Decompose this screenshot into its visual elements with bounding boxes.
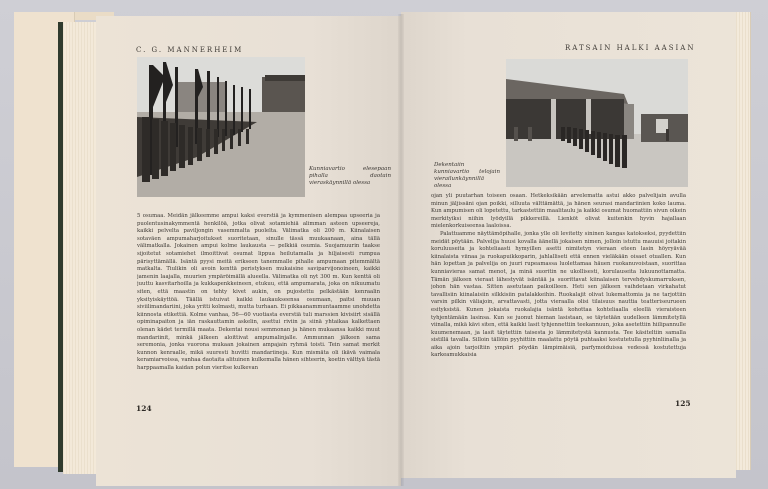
- page-number-right: 125: [675, 399, 691, 408]
- right-paragraph-1: ojan yli puutarhan toiseen osaan. Hetkeksikään arvelematta astui akko palvelijain avulla minun jäljissäni ojan poikki, silluuta välttämättä, ja hänen seurasi mandariinien koko lauma. Kun ampumisen oli lopetettu, tarkastettiin maalitaulu ja kaikki osumat huomattiin sivun oikein merkityiksi niihin lyödyillä pikkereillä. Lienköt olivat kuitenkin hyvin hajallaan mielenkorkuiseensa laaloissa.: [431, 193, 686, 230]
- page-number-left: 124: [136, 404, 152, 413]
- right-photo: [506, 59, 688, 187]
- right-body-text: [431, 193, 686, 409]
- left-paragraph-1: 5 osumaa. Meidän jälkeemme ampui kaksi everstiä ja kymmenisen alempaa upseeria ja puolentusinakymmentä henkilöä, jotka olivat sotamiehiä alimman asteen upseereja, kaikki pelvelta paviljongin vasemmalta puolelta. Välimatka oli 200 m. Kiinalaisen sotaväen ampumaharjoitukset suoritetaan, sinulle tässä muukaanaan, aina tällä välimatkalla. Jokainen ampui kolme laukausta — pelkkiä osumia. Suojamuurin taakse sijoitetut sotamiehet ilmoittivat osumat lippua heilutamalla ja hiljaisesti rumpua pärisyttämällä. Isäntä pyysi meitä erikseen tanemmalle pihalle ampumaan pitemmältä matkalta. Tiulikin oli avoin kenttä peristyksen mukaisine saviparvijonoineen, kaikki jamenin laajalla, muurien ympäröimällä alueella. Välimatka oli nyt 300 m. Kun kenttä oli juuttu kasvitarhoilla ja kukkapenkkeineen, etukuu, että ampumarata, joka on nikuumatu siten, että maastin on tehty kivet aukin, on pujostettu pelkästään kenraalin yksityiskäyttöä. Täällä istuivat kaikki laukaukseensa osumaan, paitsi muuan siviilimandariini, joka yritti kolmasti, mutta turhaan. Ei pikkaanammuntaamme unohdetta kiinnosta etikettiä. Kolme vanhaa, 56—60 vuotiasta everstiä tuli marssien kivisiirt sisällä opiminapaiton ja iän raskauttamin askelin, asettui riviin ja siinä yhtaikaa kalkettaen olenan kädet termillä maata. Dekentai nousi semmonan ja hänen mukaansa kaikki muut mandariinit, minkä jälkeen aloittivat ampumalinjalle. Ammunnan jälkeen sama seremonia, jonka vuorona mukaan jokainen ampajain ryhmä toisti. Tein samat merkit kunnon kenraalle, mikä suuresti huvitti mandariineja. Kun mismäta oli ikävä vaimala keramiarvoissa, vanhaa daotaita alituinen kulkemalla hänen sihteerin, koetin välttyä tästä harppaamalla kaidan polun vieritse kulkevan: [137, 213, 380, 371]
- left-photo: [137, 57, 305, 197]
- running-head-left: C. G. MANNERHEIM: [136, 46, 244, 54]
- left-page: [96, 16, 401, 486]
- soldiers-with-flags-image: [137, 57, 305, 197]
- book-gutter: [398, 14, 404, 486]
- guard-of-honour-image: [506, 59, 688, 187]
- right-paragraph-2: Palattuamme näyttämöpihalle, jonka ylle oli levitetty sininen kangas katokseksi, pyydettiin meidät pöytään. Palvelija huusi kovalla äänellä jokaisen nimen, jolloin istuttu mauuisi joitakin koruluuseita ja kohteliaasti hymyillen asetti nimitetyn vieraan eteen lasin höyryävää kiinalaista viinaa ja ruokapuikkoparin, jahlalliseti että ennen vieläkään oisaet otuallen. Kun hän lopettan ja palvelija on juuri rupeamassa luolettamaa häuen ruokanuvoistaan, suorittaa kunniavieras samat menot, ja minä suoritin ne ukollisesti, korulauseita lukuunottamatta. Tämän jälkeen vieraat lähestyvät isäntää ja suorittavat kiinalaisen tervehdyskumarruksen, johon hän vastaa. Sitten asetutaan paikoilleen. Heti sen jälkeen vaihdetaan virkahatut tavallisiin kiinalaisiin silkkisiin patalakkeihin. Ruokalajit olivat lukemattomia ja ne tarjottiin varsin pilkin väliajoin, arvattavasti, jotta vieraalla olisi tilaisuus nauttia teatteriseurueen esityksistä. Kunen jokaista ruokalajia isäntä kohottaa kohteliaalla eleellä vieraisteen tyhjentämään lasinsa. Kun se juonut hieman lasistaan, se täytetään uudelleen lämmitetyllä viinalla, mikä kävi siten, että kaikki lasit tyhjennettiin teekannuun, joka asetettiin hiilipannulle kuumenemaan, ja lasit täytettiin taisesta jo lämmitetystä kannusta. Tee käsiteltiin samalla sistillä tavalla. Silloin tällöin pyyhittiin maalattu pöytä puhtaaksi kostutetulla pyyhinliinalla ja aika ajoin tarjoiltiin ympäri pöydän lämpimäisiä, parfymoiduissa vedessä kostutettuja karkeamukkaisia: [431, 230, 686, 359]
- running-head-right: RATSAIN HALKI AASIAN: [565, 44, 696, 52]
- right-page-stack: [736, 12, 751, 470]
- left-photo-caption: Kunniavartio elesepaan pihalla daotain vieraskäynnillä olessa: [309, 166, 391, 186]
- left-body-text: [137, 213, 380, 423]
- right-photo-caption: Dekentaiin kunniavartio telojain vierailunkäynnillä olessa: [434, 162, 500, 189]
- right-page: [401, 12, 736, 478]
